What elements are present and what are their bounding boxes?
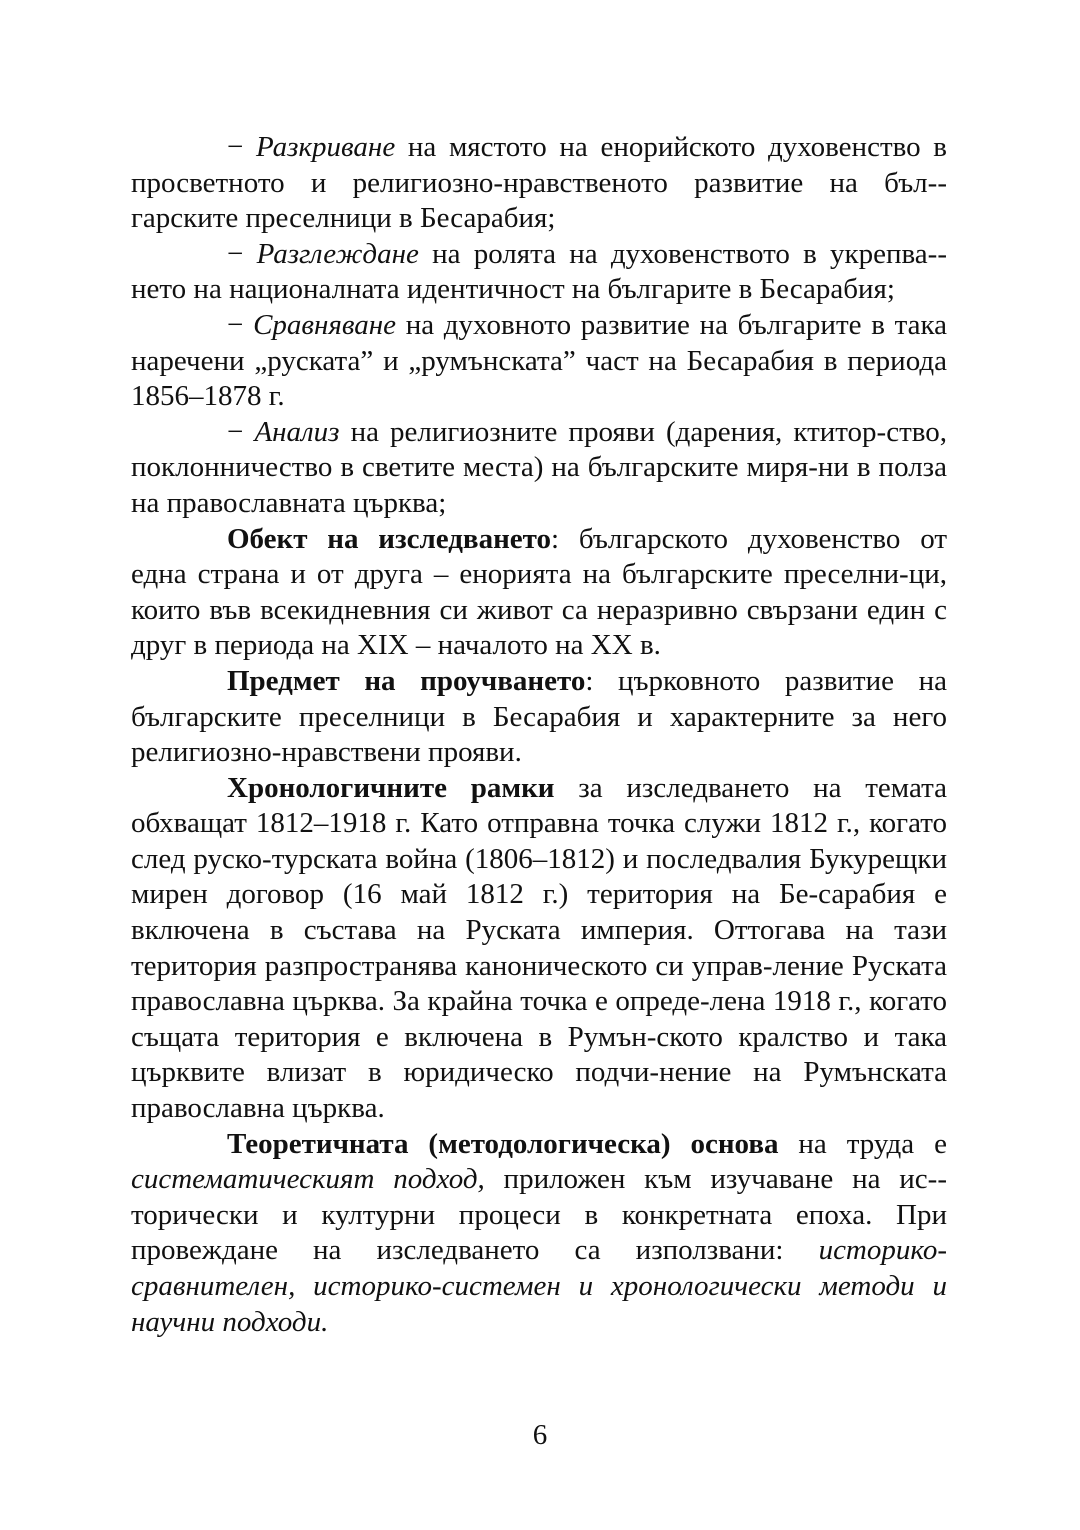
subject-text: : църковното развитие на българските преселници в Бесарабия и характерните за него религиозно-нравствени прояви. <box>131 664 947 769</box>
chronology-text: за изследването на темата обхващат 1812–1918 г. Като отправна точка служи 1812 г., когато след руско-турската война (1806–1812) и последвалия Букурещки мирен договор (16 май 1812 г.) територия на Бе-сарабия е включена в състава на Руската империя. Оттогава на тази територия разпространява каноническото си управ-ление Руската православна църква. За крайна точка е опреде-лена 1918 г., когато същата територия е включена в Румън-ското кралство и така църквите влизат в юридическо подчи-нение на Румънската православна църква. <box>131 771 947 1125</box>
theory-heading: Теоретичната (методологическа) основа <box>227 1127 779 1160</box>
task-lead-examining: Разглеждане <box>256 237 419 270</box>
chronology-paragraph <box>131 771 947 1127</box>
theory-text-1: на труда е <box>778 1127 947 1160</box>
task-lead-comparing: Сравняване <box>253 308 397 341</box>
task-paragraph-comparing <box>131 308 947 415</box>
subject-heading: Предмет на проучването <box>227 664 586 697</box>
theory-italic-methods: историко-сравнителен, историко-системен и хронологически методи и научни подходи. <box>131 1234 947 1338</box>
task-lead-analysis: Анализ <box>254 415 340 448</box>
subject-paragraph <box>131 664 947 771</box>
task-text-revealing: на мястото на енорийското духовенство в просветното и религиозно-нравственото развитие на бъл-гарските преселници в Бесарабия; <box>131 131 947 235</box>
task-paragraph-revealing <box>131 130 947 237</box>
theory-italic-approach: систематическият подход, <box>131 1163 485 1196</box>
task-text-examining: на ролята на духовенството в укрепва-нето на националната идентичност на българите в Бесарабия; <box>131 237 947 306</box>
task-text-comparing: на духовното развитие на българите в така наречени „руската” и „румънската” част на Бесарабия в периода 1856–1878 г. <box>131 308 947 413</box>
object-text: : българското духовенство от една страна и от друга – енорията на българските преселни-ци, които във всекидневния си живот са неразривно свързани един с друг в периода на XIX – началото на XX в. <box>131 522 947 662</box>
task-paragraph-examining <box>131 237 947 308</box>
dash-prefix: − <box>227 237 257 270</box>
task-text-analysis: на религиозните прояви (дарения, ктитор-ство, поклонничество в светите места) на българските миря-ни в полза на православната църква; <box>131 415 947 519</box>
dash-prefix: − <box>227 415 255 448</box>
dash-prefix: − <box>227 131 257 163</box>
theory-text-2: приложен към изучаване на ис-торически и културни процеси в конкретната епоха. При провеждане на изследването са използвани: <box>131 1163 947 1267</box>
task-lead-revealing: Разкриване <box>256 131 396 163</box>
object-paragraph <box>131 522 947 664</box>
theory-paragraph <box>131 1127 947 1341</box>
task-paragraph-analysis <box>131 415 947 522</box>
page-number: 6 <box>532 1419 548 1451</box>
chronology-heading: Хронологичните рамки <box>227 771 555 804</box>
body-text <box>131 130 947 1340</box>
object-heading: Обект на изследването <box>227 522 552 555</box>
dash-prefix: − <box>227 308 254 341</box>
